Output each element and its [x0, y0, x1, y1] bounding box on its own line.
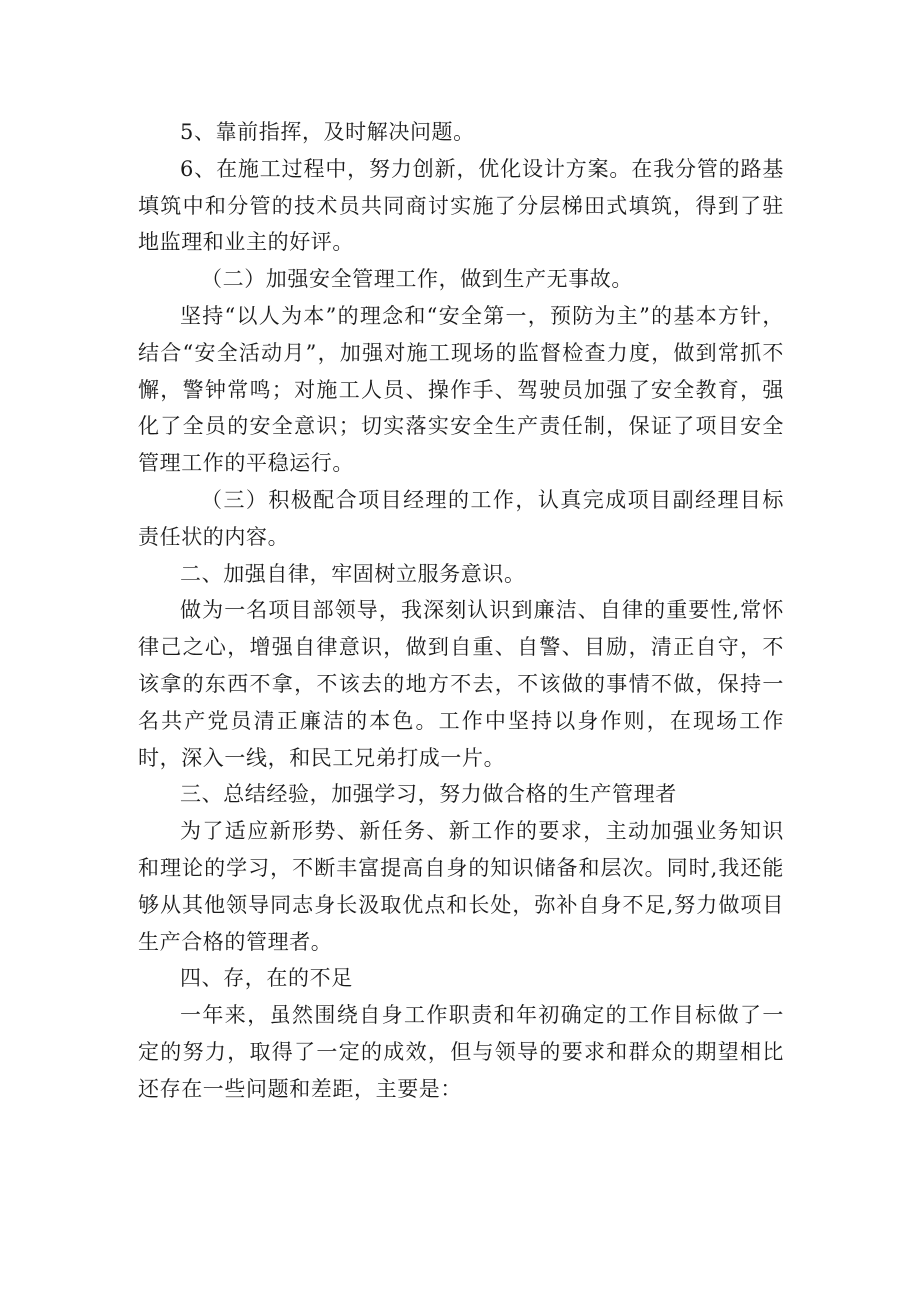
- chapter-heading-2: 二、加强自律，牢固树立服务意识。: [180, 561, 526, 586]
- paragraph-item-6: 6、在施工过程中，努力创新，优化设计方案。在我分管的路基填筑中和分管的技术员共同商讨实施了分层梯田式填筑，得到了驻地监理和业主的好评。: [138, 156, 784, 255]
- section-heading-2: （二）加强安全管理工作，做到生产无事故。: [201, 267, 633, 292]
- paragraph-shortcomings: 一年来，虽然围绕自身工作职责和年初确定的工作目标做了一定的努力，取得了一定的成效，但与领导的要求和群众的期望相比还存在一些问题和差距，主要是：: [138, 1003, 784, 1101]
- paragraph-self-discipline: 做为一名项目部领导，我深刻认识到廉洁、自律的重要性,常怀律己之心，增强自律意识，做到自重、自警、目励，清正自守，不该拿的东西不拿，不该去的地方不去，不该做的事情不做，保持一名共产党员清正廉洁的本色。工作中坚持以身作则，在现场工作时，深入一线，和民工兄弟打成一片。: [138, 598, 784, 770]
- chapter-heading-4: 四、存，在的不足: [180, 966, 353, 991]
- paragraph-learning: 为了适应新形势、新任务、新工作的要求，主动加强业务知识和理论的学习，不断丰富提高自身的知识储备和层次。同时,我还能够从其他领导同志身长汲取优点和长处，弥补自身不足,努力做项目生产合格的管理者。: [138, 819, 784, 954]
- paragraph-safety: 坚持“以人为本”的理念和“安全第一，预防为主”的基本方针，结合“安全活动月”，加强对施工现场的监督检查力度，做到常抓不懈，警钟常鸣；对施工人员、操作手、驾驶员加强了安全教育，强化了全员的安全意识；切实落实安全生产责任制，保证了项目安全管理工作的平稳运行。: [138, 303, 784, 476]
- paragraph-item-5: 5、靠前指挥，及时解决问题。: [180, 120, 475, 144]
- section-heading-3: （三）积极配合项目经理的工作，认真完成项目副经理目标责任状的内容。: [138, 487, 784, 549]
- chapter-heading-3: 三、总结经验，加强学习，努力做合格的生产管理者: [180, 782, 677, 807]
- document-body: [138, 114, 784, 1108]
